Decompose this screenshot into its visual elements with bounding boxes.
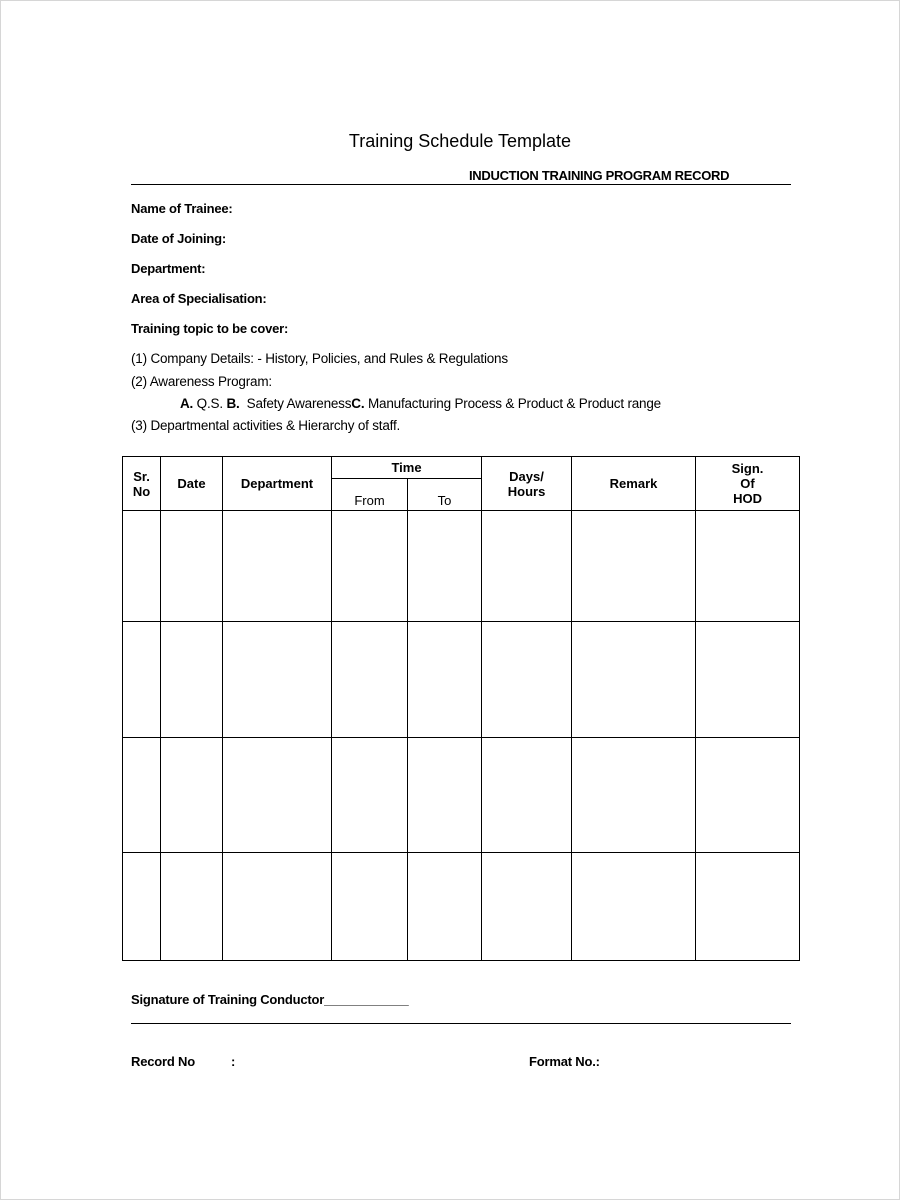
- cell[interactable]: [696, 738, 800, 853]
- cell[interactable]: [123, 622, 161, 738]
- cell[interactable]: [332, 853, 408, 961]
- field-training-topic: Training topic to be cover:: [131, 321, 289, 336]
- table-row: [123, 738, 800, 853]
- field-name-of-trainee: Name of Trainee:: [131, 201, 233, 216]
- cell[interactable]: [161, 853, 223, 961]
- sub-c-letter: C.: [351, 396, 365, 411]
- cell[interactable]: [123, 853, 161, 961]
- header-days-line1: Days/: [509, 468, 544, 484]
- cell[interactable]: [223, 511, 332, 622]
- topic-subitems: [180, 396, 661, 411]
- title-divider: [131, 184, 791, 185]
- cell[interactable]: [408, 511, 482, 622]
- cell[interactable]: [161, 622, 223, 738]
- header-sign-of-hod: [696, 457, 800, 511]
- topic-item-1: (1) Company Details: - History, Policies, and Rules & Regulations: [131, 351, 508, 366]
- signature-label: Signature of Training Conductor: [131, 992, 325, 1007]
- cell[interactable]: [332, 738, 408, 853]
- field-department: Department:: [131, 261, 206, 276]
- cell[interactable]: [332, 511, 408, 622]
- header-time: Time: [332, 457, 482, 479]
- cell[interactable]: [161, 738, 223, 853]
- signature-line: [131, 992, 409, 1007]
- format-no-label: Format No.:: [529, 1054, 600, 1069]
- table-row: [123, 622, 800, 738]
- field-area-of-specialisation: Area of Specialisation:: [131, 291, 267, 306]
- cell[interactable]: [408, 738, 482, 853]
- header-remark: Remark: [572, 457, 696, 511]
- footer-divider: [131, 1023, 791, 1024]
- cell[interactable]: [408, 853, 482, 961]
- sub-a-letter: A.: [180, 396, 194, 411]
- header-time-from: From: [332, 479, 408, 511]
- cell[interactable]: [223, 622, 332, 738]
- cell[interactable]: [123, 511, 161, 622]
- cell[interactable]: [482, 622, 572, 738]
- record-no-label: Record No: [131, 1054, 195, 1069]
- header-sign-line1: Sign.: [731, 461, 764, 476]
- cell[interactable]: [482, 738, 572, 853]
- sub-b-text: Safety Awareness: [246, 396, 352, 411]
- sub-c-text: Manufacturing Process & Product & Product range: [367, 396, 661, 411]
- field-date-of-joining: Date of Joining:: [131, 231, 227, 246]
- cell[interactable]: [408, 622, 482, 738]
- topic-item-3: (3) Departmental activities & Hierarchy of staff.: [131, 418, 401, 433]
- cell[interactable]: [332, 622, 408, 738]
- document-title: Training Schedule Template: [348, 131, 572, 151]
- header-sign-line3: HOD: [733, 491, 762, 506]
- cell[interactable]: [482, 853, 572, 961]
- header-department: Department: [223, 457, 332, 511]
- header-sr-no: [123, 457, 161, 511]
- signature-blank[interactable]: ____________: [324, 992, 409, 1007]
- cell[interactable]: [696, 622, 800, 738]
- cell[interactable]: [572, 511, 696, 622]
- cell[interactable]: [572, 622, 696, 738]
- schedule-table: [122, 456, 800, 961]
- header-sr-line1: Sr.: [133, 468, 150, 484]
- cell[interactable]: [696, 853, 800, 961]
- document-subtitle: INDUCTION TRAINING PROGRAM RECORD: [469, 168, 730, 183]
- cell[interactable]: [223, 853, 332, 961]
- cell[interactable]: [161, 511, 223, 622]
- header-sign-line2: Of: [740, 476, 755, 491]
- record-no-colon: :: [231, 1054, 236, 1069]
- topic-item-2: (2) Awareness Program:: [131, 374, 272, 389]
- header-date: Date: [161, 457, 223, 511]
- header-days-line2: Hours: [507, 483, 546, 499]
- header-days-hours: [482, 457, 572, 511]
- header-row: [123, 457, 800, 479]
- cell[interactable]: [572, 738, 696, 853]
- header-sr-line2: No: [132, 483, 151, 499]
- cell[interactable]: [223, 738, 332, 853]
- cell[interactable]: [572, 853, 696, 961]
- table-row: [123, 511, 800, 622]
- cell[interactable]: [482, 511, 572, 622]
- header-time-to: To: [408, 479, 482, 511]
- cell[interactable]: [696, 511, 800, 622]
- table-row: [123, 853, 800, 961]
- sub-b-letter: B.: [226, 396, 240, 411]
- sub-a-text: Q.S.: [196, 396, 223, 411]
- cell[interactable]: [123, 738, 161, 853]
